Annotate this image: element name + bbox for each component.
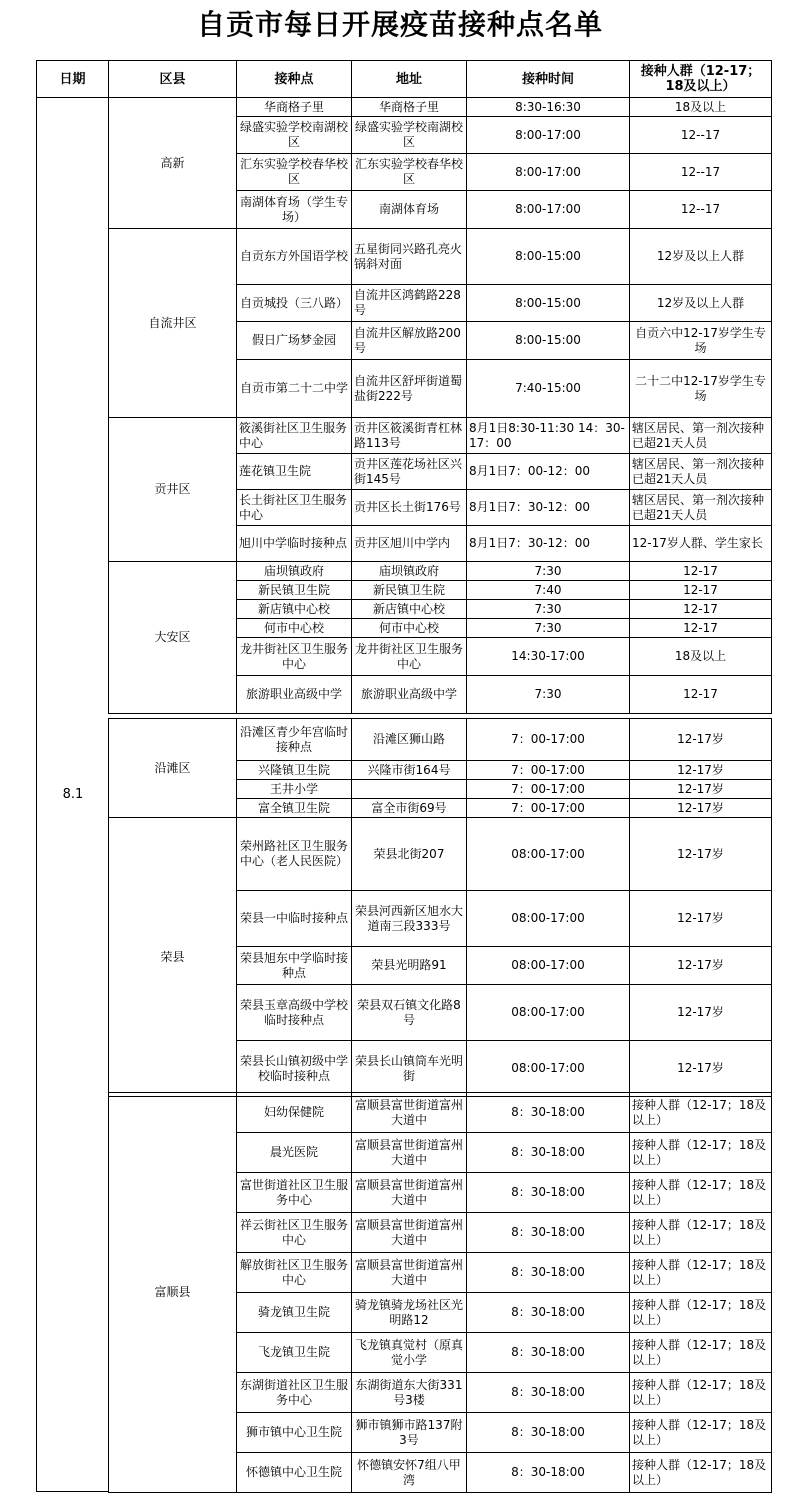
- address-cell: 贡井区长土街176号: [352, 490, 467, 526]
- date-cell: 8.1: [62, 787, 84, 802]
- address-cell: 自流井区解放路200号: [352, 322, 467, 360]
- group-cell: 12-17岁: [630, 891, 772, 947]
- site-cell: 荣州路社区卫生服务中心（老人民医院）: [237, 818, 352, 891]
- group-cell: 12-17岁: [630, 1041, 772, 1097]
- group-cell: 接种人群（12-17；18及以上）: [630, 1253, 772, 1293]
- time-cell: 8:00-15:00: [467, 322, 630, 360]
- group-cell: 12-17岁: [630, 985, 772, 1041]
- table-header-row: [37, 61, 772, 98]
- group-cell: 接种人群（12-17；18及以上）: [630, 1373, 772, 1413]
- address-cell: 南湖体育场: [352, 191, 467, 229]
- address-cell: 荣县长山镇筒车光明街: [352, 1041, 467, 1097]
- time-cell: 8：30-18:00: [467, 1133, 630, 1173]
- site-cell: 妇幼保健院: [237, 1093, 352, 1133]
- group-cell: 辖区居民、第一剂次接种已超21天人员: [630, 490, 772, 526]
- time-cell: 14:30-17:00: [467, 638, 630, 676]
- time-cell: 8:00-17:00: [467, 191, 630, 229]
- date-spacer: [37, 322, 109, 360]
- site-cell: 莲花镇卫生院: [237, 454, 352, 490]
- site-cell: 富世街道社区卫生服务中心: [237, 1173, 352, 1213]
- district-cell: 大安区: [109, 562, 237, 714]
- district-cell: 沿滩区: [109, 719, 237, 818]
- site-cell: 王井小学: [237, 780, 352, 799]
- header-address: 地址: [352, 61, 467, 98]
- time-cell: 08:00-17:00: [467, 947, 630, 985]
- header-date: 日期: [37, 61, 109, 98]
- district-cell: 自流井区: [109, 229, 237, 418]
- date-spacer: [37, 562, 109, 581]
- time-cell: 7:40: [467, 581, 630, 600]
- site-cell: 新民镇卫生院: [237, 581, 352, 600]
- group-cell: 接种人群（12-17；18及以上）: [630, 1173, 772, 1213]
- address-cell: 荣县河西新区旭水大道南三段333号: [352, 891, 467, 947]
- address-cell: [352, 780, 467, 799]
- group-cell: 12-17: [630, 581, 772, 600]
- address-cell: 自流井区舒坪街道蜀盐街222号: [352, 360, 467, 418]
- group-cell: 12-17岁: [630, 947, 772, 985]
- date-spacer: [37, 490, 109, 526]
- site-cell: 庙坝镇政府: [237, 562, 352, 581]
- vaccination-table-part1: [36, 60, 772, 714]
- site-cell: 祥云街社区卫生服务中心: [237, 1213, 352, 1253]
- site-cell: 富全镇卫生院: [237, 799, 352, 818]
- address-cell: 富顺县富世街道富州大道中: [352, 1093, 467, 1133]
- address-cell: 富全市街69号: [352, 799, 467, 818]
- site-cell: 华商格子里: [237, 98, 352, 117]
- date-spacer: [37, 191, 109, 229]
- table-row: [109, 818, 772, 891]
- date-spacer: [37, 600, 109, 619]
- time-cell: 7：00-17:00: [467, 761, 630, 780]
- site-cell: 龙井街社区卫生服务中心: [237, 638, 352, 676]
- time-cell: 8：30-18:00: [467, 1253, 630, 1293]
- date-spacer: [37, 98, 109, 117]
- address-cell: 兴隆市街164号: [352, 761, 467, 780]
- time-cell: 8:30-16:30: [467, 98, 630, 117]
- group-cell: 12--17: [630, 154, 772, 191]
- vaccination-table-part2: [108, 718, 772, 1097]
- group-cell: 12-17岁: [630, 719, 772, 761]
- address-cell: 狮市镇狮市路137附3号: [352, 1413, 467, 1453]
- group-cell: 12-17: [630, 600, 772, 619]
- time-cell: 7:30: [467, 676, 630, 714]
- header-district: 区县: [109, 61, 237, 98]
- site-cell: 沿滩区青少年宫临时接种点: [237, 719, 352, 761]
- time-cell: 8:00-17:00: [467, 117, 630, 154]
- group-cell: 18及以上: [630, 98, 772, 117]
- table-row: [109, 719, 772, 761]
- date-spacer: [37, 418, 109, 454]
- site-cell: 新店镇中心校: [237, 600, 352, 619]
- address-cell: 贡井区莲花场社区兴街145号: [352, 454, 467, 490]
- site-cell: 晨光医院: [237, 1133, 352, 1173]
- site-cell: 荣县玉章高级中学校临时接种点: [237, 985, 352, 1041]
- address-cell: 旅游职业高级中学: [352, 676, 467, 714]
- group-cell: 接种人群（12-17；18及以上）: [630, 1453, 772, 1493]
- site-cell: 筱溪街社区卫生服务中心: [237, 418, 352, 454]
- group-cell: 12岁及以上人群: [630, 229, 772, 285]
- group-cell: 二十二中12-17岁学生专场: [630, 360, 772, 418]
- site-cell: 自贡市第二十二中学: [237, 360, 352, 418]
- group-cell: 辖区居民、第一剂次接种已超21天人员: [630, 454, 772, 490]
- address-cell: 五星街同兴路孔亮火锅斜对面: [352, 229, 467, 285]
- date-spacer: [37, 229, 109, 285]
- district-cell: 高新: [109, 98, 237, 229]
- time-cell: 7:30: [467, 619, 630, 638]
- address-cell: 富顺县富世街道富州大道中: [352, 1253, 467, 1293]
- group-cell: 接种人群（12-17；18及以上）: [630, 1093, 772, 1133]
- address-cell: 自流井区鸿鹤路228号: [352, 285, 467, 322]
- time-cell: 8:00-17:00: [467, 154, 630, 191]
- time-cell: 8：30-18:00: [467, 1453, 630, 1493]
- address-cell: 怀德镇安怀7组八甲湾: [352, 1453, 467, 1493]
- address-cell: 荣县光明路91: [352, 947, 467, 985]
- date-spacer: [37, 285, 109, 322]
- site-cell: 荣县长山镇初级中学校临时接种点: [237, 1041, 352, 1097]
- group-cell: 12-17岁: [630, 799, 772, 818]
- time-cell: 8:00-15:00: [467, 285, 630, 322]
- time-cell: 8:00-15:00: [467, 229, 630, 285]
- site-cell: 东湖街道社区卫生服务中心: [237, 1373, 352, 1413]
- header-site: 接种点: [237, 61, 352, 98]
- address-cell: 新店镇中心校: [352, 600, 467, 619]
- time-cell: 7：00-17:00: [467, 780, 630, 799]
- group-cell: 12-17: [630, 562, 772, 581]
- time-cell: 7：00-17:00: [467, 799, 630, 818]
- address-cell: 荣县双石镇文化路8号: [352, 985, 467, 1041]
- time-cell: 08:00-17:00: [467, 891, 630, 947]
- address-cell: 龙井街社区卫生服务中心: [352, 638, 467, 676]
- address-cell: 骑龙镇骑龙场社区光明路12: [352, 1293, 467, 1333]
- table-row: [37, 562, 772, 581]
- group-cell: 12-17: [630, 676, 772, 714]
- time-cell: 08:00-17:00: [467, 818, 630, 891]
- time-cell: 8：30-18:00: [467, 1413, 630, 1453]
- time-cell: 8：30-18:00: [467, 1093, 630, 1133]
- address-cell: 富顺县富世街道富州大道中: [352, 1133, 467, 1173]
- address-cell: 贡井区旭川中学内: [352, 526, 467, 562]
- district-cell: 荣县: [109, 818, 237, 1097]
- table-row: [109, 1093, 772, 1133]
- group-cell: 接种人群（12-17；18及以上）: [630, 1133, 772, 1173]
- group-cell: 12-17: [630, 619, 772, 638]
- group-cell: 12-17岁: [630, 780, 772, 799]
- site-cell: 兴隆镇卫生院: [237, 761, 352, 780]
- site-cell: 怀德镇中心卫生院: [237, 1453, 352, 1493]
- group-cell: 接种人群（12-17；18及以上）: [630, 1293, 772, 1333]
- time-cell: 8：30-18:00: [467, 1293, 630, 1333]
- date-spacer: [37, 360, 109, 418]
- group-cell: 12--17: [630, 191, 772, 229]
- time-cell: 7:40-15:00: [467, 360, 630, 418]
- time-cell: 8月1日7：30-12：00: [467, 526, 630, 562]
- address-cell: 荣县北街207: [352, 818, 467, 891]
- date-spacer: [37, 619, 109, 638]
- site-cell: 荣县旭东中学临时接种点: [237, 947, 352, 985]
- group-cell: 12-17岁人群、学生家长: [630, 526, 772, 562]
- group-cell: 接种人群（12-17；18及以上）: [630, 1413, 772, 1453]
- group-cell: 12--17: [630, 117, 772, 154]
- group-cell: 12-17岁: [630, 761, 772, 780]
- site-cell: 南湖体育场（学生专场）: [237, 191, 352, 229]
- address-cell: 富顺县富世街道富州大道中: [352, 1213, 467, 1253]
- address-cell: 绿盛实验学校南湖校区: [352, 117, 467, 154]
- date-spacer: [37, 676, 109, 714]
- group-cell: 接种人群（12-17；18及以上）: [630, 1333, 772, 1373]
- site-cell: 假日广场梦金园: [237, 322, 352, 360]
- site-cell: 自贡东方外国语学校: [237, 229, 352, 285]
- time-cell: 7：00-17:00: [467, 719, 630, 761]
- date-spacer: [37, 154, 109, 191]
- site-cell: 狮市镇中心卫生院: [237, 1413, 352, 1453]
- address-cell: 飞龙镇真觉村（原真觉小学: [352, 1333, 467, 1373]
- time-cell: 8月1日7：00-12：00: [467, 454, 630, 490]
- date-spacer: [37, 581, 109, 600]
- address-cell: 华商格子里: [352, 98, 467, 117]
- address-cell: 沿滩区狮山路: [352, 719, 467, 761]
- address-cell: 汇东实验学校春华校区: [352, 154, 467, 191]
- header-group: 接种人群（12-17；18及以上）: [630, 61, 772, 98]
- time-cell: 08:00-17:00: [467, 1041, 630, 1097]
- district-cell: 富顺县: [109, 1093, 237, 1493]
- site-cell: 汇东实验学校春华校区: [237, 154, 352, 191]
- site-cell: 旅游职业高级中学: [237, 676, 352, 714]
- site-cell: 自贡城投（三八路）: [237, 285, 352, 322]
- group-cell: 12岁及以上人群: [630, 285, 772, 322]
- time-cell: 8：30-18:00: [467, 1333, 630, 1373]
- table-row: [37, 418, 772, 454]
- site-cell: 绿盛实验学校南湖校区: [237, 117, 352, 154]
- group-cell: 接种人群（12-17；18及以上）: [630, 1213, 772, 1253]
- address-cell: 贡井区筱溪街青杠林路113号: [352, 418, 467, 454]
- group-cell: 辖区居民、第一剂次接种已超21天人员: [630, 418, 772, 454]
- table-row: [37, 229, 772, 285]
- address-cell: 何市中心校: [352, 619, 467, 638]
- date-spacer: [37, 117, 109, 154]
- site-cell: 长土街社区卫生服务中心: [237, 490, 352, 526]
- site-cell: 荣县一中临时接种点: [237, 891, 352, 947]
- time-cell: 8：30-18:00: [467, 1373, 630, 1413]
- address-cell: 庙坝镇政府: [352, 562, 467, 581]
- site-cell: 何市中心校: [237, 619, 352, 638]
- time-cell: 7:30: [467, 600, 630, 619]
- date-spacer: [37, 454, 109, 490]
- group-cell: 18及以上: [630, 638, 772, 676]
- vaccination-table-part3: [108, 1092, 772, 1493]
- district-cell: 贡井区: [109, 418, 237, 562]
- page-title: 自贡市每日开展疫苗接种点名单: [196, 8, 603, 41]
- time-cell: 7:30: [467, 562, 630, 581]
- table-row: [37, 98, 772, 117]
- address-cell: 东湖街道东大街331号3楼: [352, 1373, 467, 1413]
- time-cell: 8月1日7：30-12：00: [467, 490, 630, 526]
- date-spacer: [37, 526, 109, 562]
- site-cell: 旭川中学临时接种点: [237, 526, 352, 562]
- site-cell: 飞龙镇卫生院: [237, 1333, 352, 1373]
- time-cell: 8：30-18:00: [467, 1213, 630, 1253]
- site-cell: 解放街社区卫生服务中心: [237, 1253, 352, 1293]
- address-cell: 新民镇卫生院: [352, 581, 467, 600]
- group-cell: 自贡六中12-17岁学生专场: [630, 322, 772, 360]
- time-cell: 8月1日8:30-11:30 14：30-17：00: [467, 418, 630, 454]
- group-cell: 12-17岁: [630, 818, 772, 891]
- header-time: 接种时间: [467, 61, 630, 98]
- date-spacer: [37, 638, 109, 676]
- site-cell: 骑龙镇卫生院: [237, 1293, 352, 1333]
- address-cell: 富顺县富世街道富州大道中: [352, 1173, 467, 1213]
- time-cell: 8：30-18:00: [467, 1173, 630, 1213]
- time-cell: 08:00-17:00: [467, 985, 630, 1041]
